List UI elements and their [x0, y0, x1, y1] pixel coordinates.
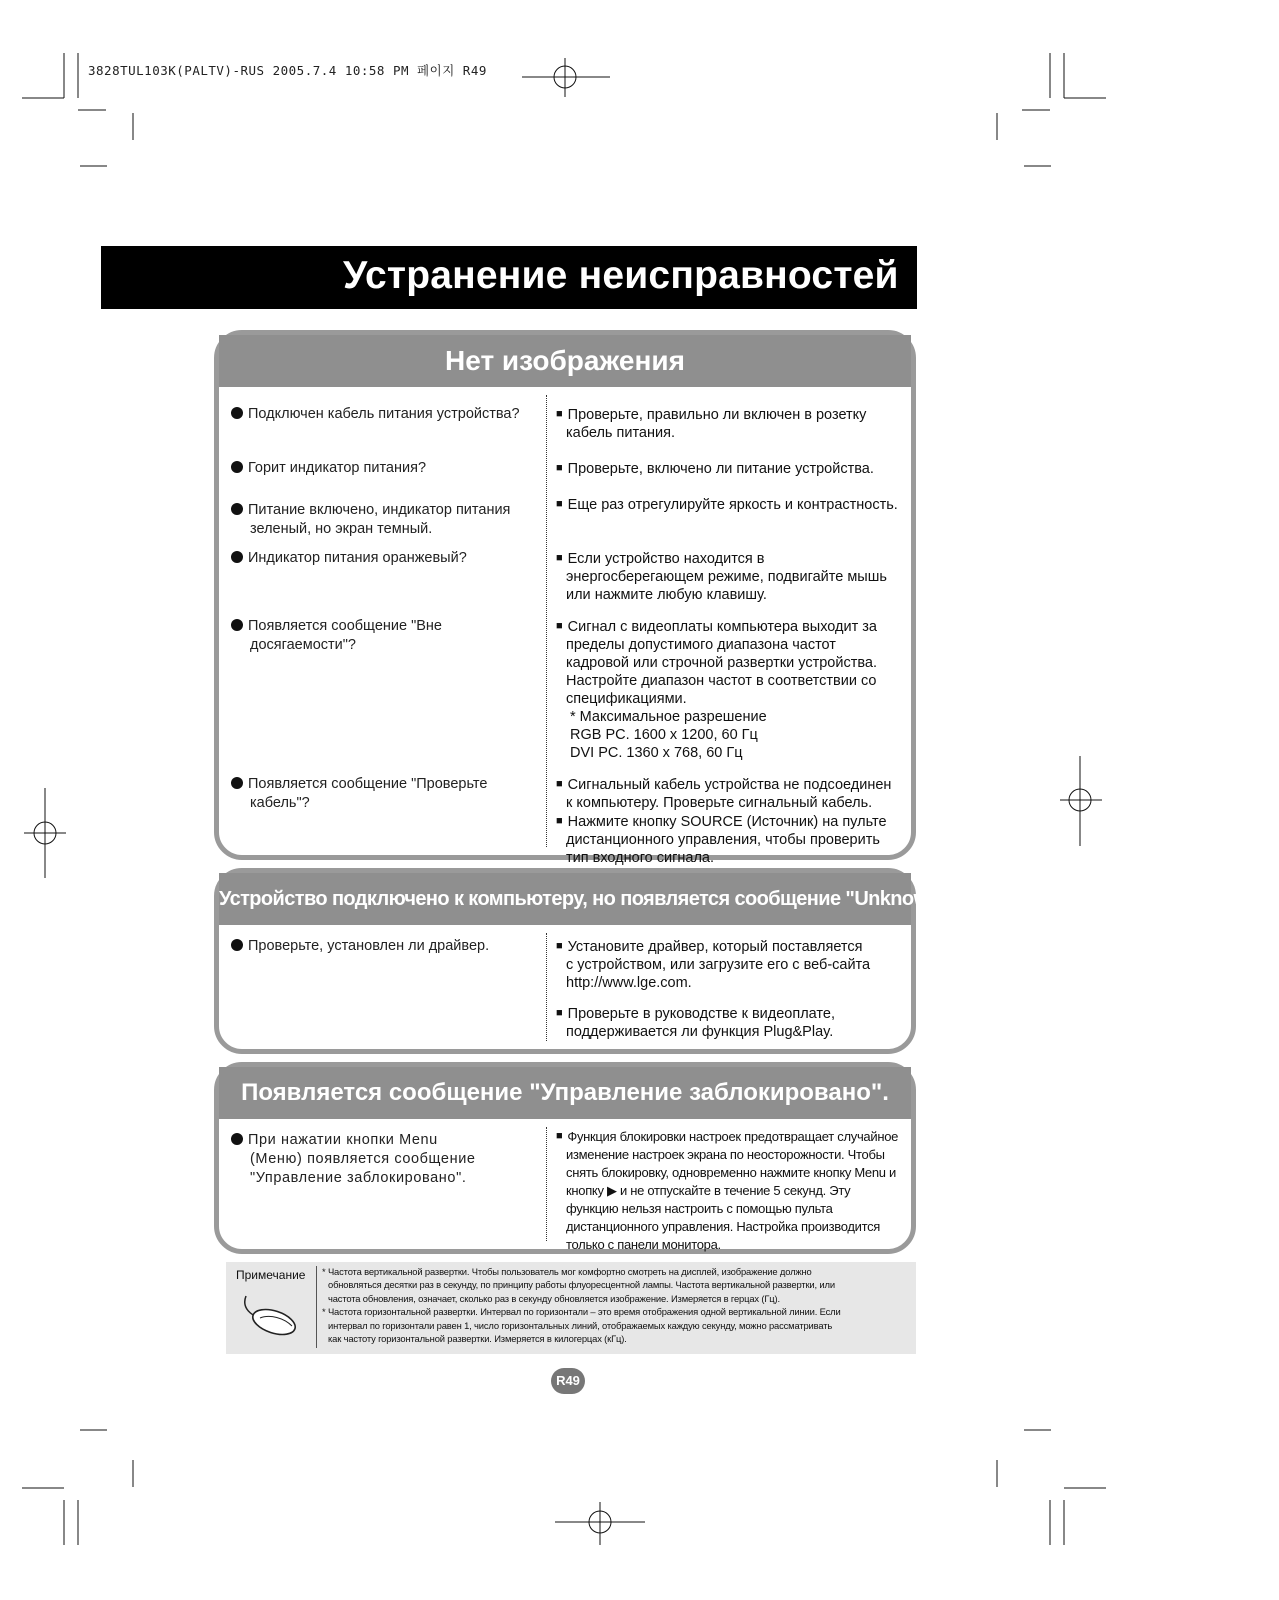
page-number: R49	[551, 1368, 585, 1394]
section-body	[219, 1119, 911, 1252]
bullet-icon	[231, 503, 243, 515]
section-locked	[214, 1062, 916, 1254]
question: Подключен кабель питания устройства?	[231, 405, 531, 424]
section-body	[219, 925, 911, 1049]
note-label: Примечание	[236, 1268, 306, 1282]
bullet-icon	[231, 777, 243, 789]
section-no-picture	[214, 330, 916, 866]
column-divider	[546, 395, 547, 847]
question: Появляется сообщение "Проверьте кабель"?	[231, 775, 531, 813]
question: Горит индикатор питания?	[231, 459, 531, 478]
question: Проверьте, установлен ли драйвер.	[231, 937, 531, 956]
answer: ■ Сигнал с видеоплаты компьютера выходит за пределы допустимого диапазона частот кадровой или строчной развертки устройства. Настройте диапазон частот в соответствии со спецификациями. * Максимальное разрешение RGB PC. 1600 x 1200, 60 Гц DVI PC. 1360 x 768, 60 Гц	[556, 619, 877, 761]
note-divider	[316, 1266, 317, 1348]
page-title: Устранение неисправностей	[343, 254, 899, 297]
question: Появляется сообщение "Вне досягаемости"?	[231, 617, 531, 655]
section-title: Устройство подключено к компьютеру, но появляется сообщение "Unknown product" (Неизвестное устройство).	[219, 873, 911, 925]
bullet-icon	[231, 551, 243, 563]
mouse-icon	[240, 1288, 302, 1338]
answer: ■ Еще раз отрегулируйте яркость и контрастность.	[556, 497, 898, 513]
section-title: Нет изображения	[219, 335, 911, 387]
answer: ■ Проверьте, правильно ли включен в розетку кабель питания.	[556, 407, 867, 441]
column-divider	[546, 1127, 547, 1241]
answer: ■ Сигнальный кабель устройства не подсоединен к компьютеру. Проверьте сигнальный кабель. ■ Нажмите кнопку SOURCE (Источник) на пульте дистанционного управления, чтобы проверить тип входного сигнала.	[556, 777, 892, 866]
question: Питание включено, индикатор питания зеленый, но экран темный.	[231, 501, 531, 539]
section-unknown-product	[214, 868, 1279, 1054]
title-bar	[101, 246, 917, 309]
question: Индикатор питания оранжевый?	[231, 549, 531, 568]
bullet-icon	[231, 1133, 243, 1145]
answer: ■ Установите драйвер, который поставляется с устройством, или загрузите его с веб-сайта http://www.lge.com. ■ Проверьте в руководстве к видеоплате, поддерживается ли функция Plug&Play.	[556, 939, 871, 1040]
bullet-icon	[231, 407, 243, 419]
bullet-icon	[231, 461, 243, 473]
section-body	[219, 387, 911, 866]
question: При нажатии кнопки Menu (Меню) появляется сообщение "Управление заблокировано".	[231, 1131, 531, 1188]
note-text: * Частота вертикальной развертки. Чтобы пользователь мог комфортно смотреть на дисплей, изображение должно обновляться десятки раз в секунду, по принципу работы флуоресцентной лампы. Частота вертикальной развертки, или частота обновления, означает, сколько раз в секунду обновляется изображение. Измеряется в герцах (Гц). * Частота горизонтальной развертки. Интервал по горизонтали – это время отображения одной вертикальной линии. Если интервал по горизонтали равен 1, число горизонтальных линий, отображаемых каждую секунду, можно рассматривать как частоту горизонтальной развертки. Измеряется в килогерцах (кГц).	[322, 1266, 841, 1345]
bullet-icon	[231, 619, 243, 631]
bullet-icon	[231, 939, 243, 951]
answer: ■ Функция блокировки настроек предотвращает случайное изменение настроек экрана по неосторожности. Чтобы снять блокировку, одновременно нажмите кнопку Menu и кнопку ▶ и не отпускайте в течение 5 секунд. Эту функцию нельзя настроить с помощью пульта дистанционного управления. Настройка производится только с панели монитора.	[556, 1129, 899, 1252]
print-header: 3828TUL103K(PALTV)-RUS 2005.7.4 10:58 PM 페이지 R49	[88, 63, 487, 78]
answer: ■ Если устройство находится в энергосберегающем режиме, подвигайте мышь или нажмите любую клавишу.	[556, 551, 887, 603]
column-divider	[546, 933, 547, 1041]
note-box	[226, 1262, 916, 1354]
section-title: Появляется сообщение "Управление заблокировано".	[219, 1067, 911, 1119]
answer: ■ Проверьте, включено ли питание устройства.	[556, 461, 874, 477]
